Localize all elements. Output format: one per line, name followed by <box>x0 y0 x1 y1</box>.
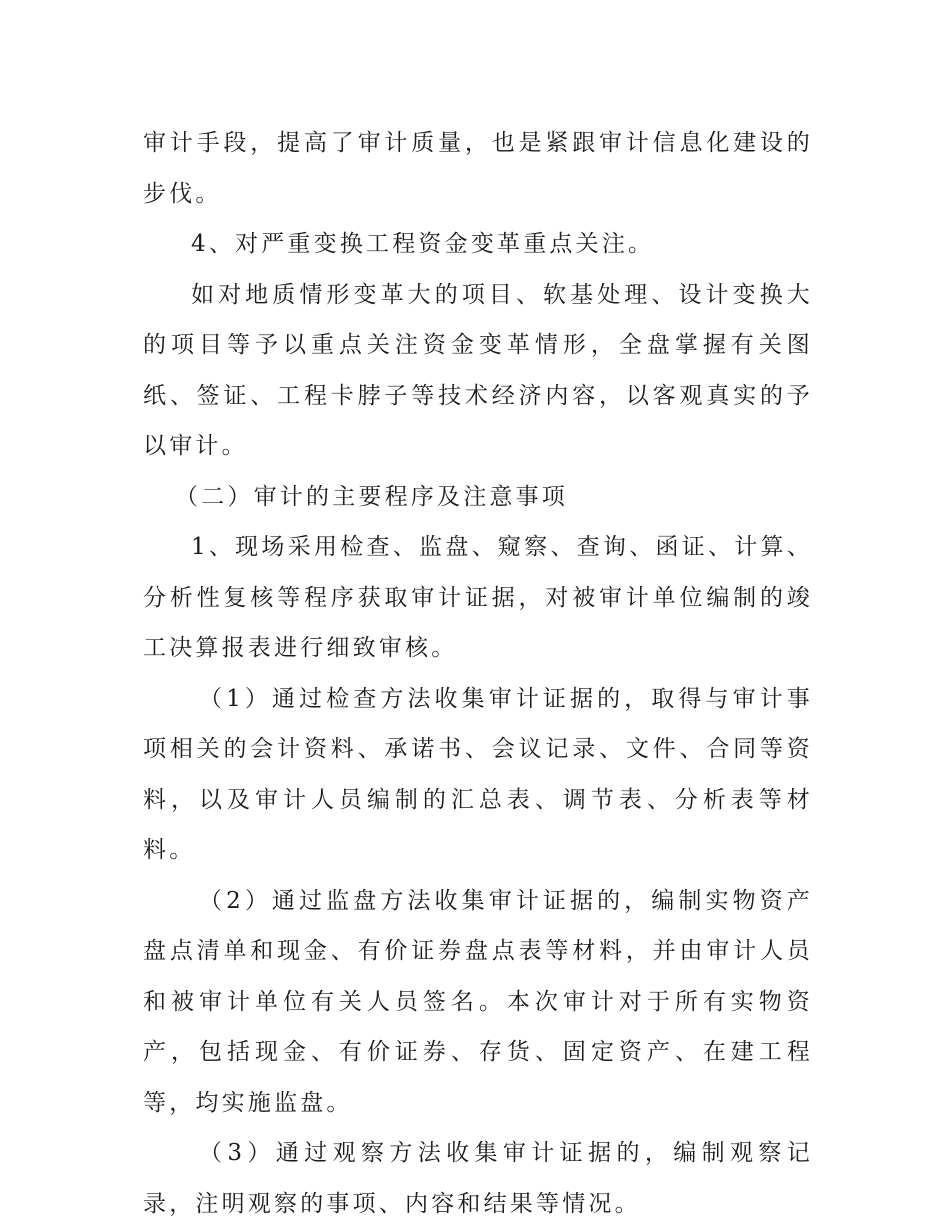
paragraph-subitem-1: （1）通过检查方法收集审计证据的，取得与审计事项相关的会计资料、承诺书、会议记录、文件、合同等资料，以及审计人员编制的汇总表、调节表、分析表等材料。 <box>143 685 813 863</box>
paragraph-procedure-1: 1、现场采用检查、监盘、窥察、查询、函证、计算、分析性复核等程序获取审计证据，对被审计单位编制的竣工决算报表进行细致审核。 <box>143 534 813 661</box>
document-body <box>143 118 813 1229</box>
paragraph-item-4: 4、对严重变换工程资金变革重点关注。 <box>191 231 655 257</box>
paragraph-subitem-3: （3）通过观察方法收集审计证据的，编制观察记录，注明观察的事项、内容和结果等情况。 <box>143 1140 813 1217</box>
paragraph-continuation: 审计手段，提高了审计质量，也是紧跟审计信息化建设的步伐。 <box>143 130 813 207</box>
paragraph-subitem-2: （2）通过监盘方法收集审计证据的，编制实物资产盘点清单和现金、有价证券盘点表等材料，并由审计人员和被审计单位有关人员签名。本次审计对于所有实物资产，包括现金、有价证券、存货、固定资产、在建工程等，均实施监盘。 <box>143 887 813 1116</box>
section-heading-2: （二）审计的主要程序及注意事项 <box>175 483 568 510</box>
paragraph-item-4-detail: 如对地质情形变革大的项目、软基处理、设计变换大的项目等予以重点关注资金变革情形，全盘掌握有关图纸、签证、工程卡脖子等技术经济内容，以客观真实的予以审计。 <box>143 281 813 459</box>
